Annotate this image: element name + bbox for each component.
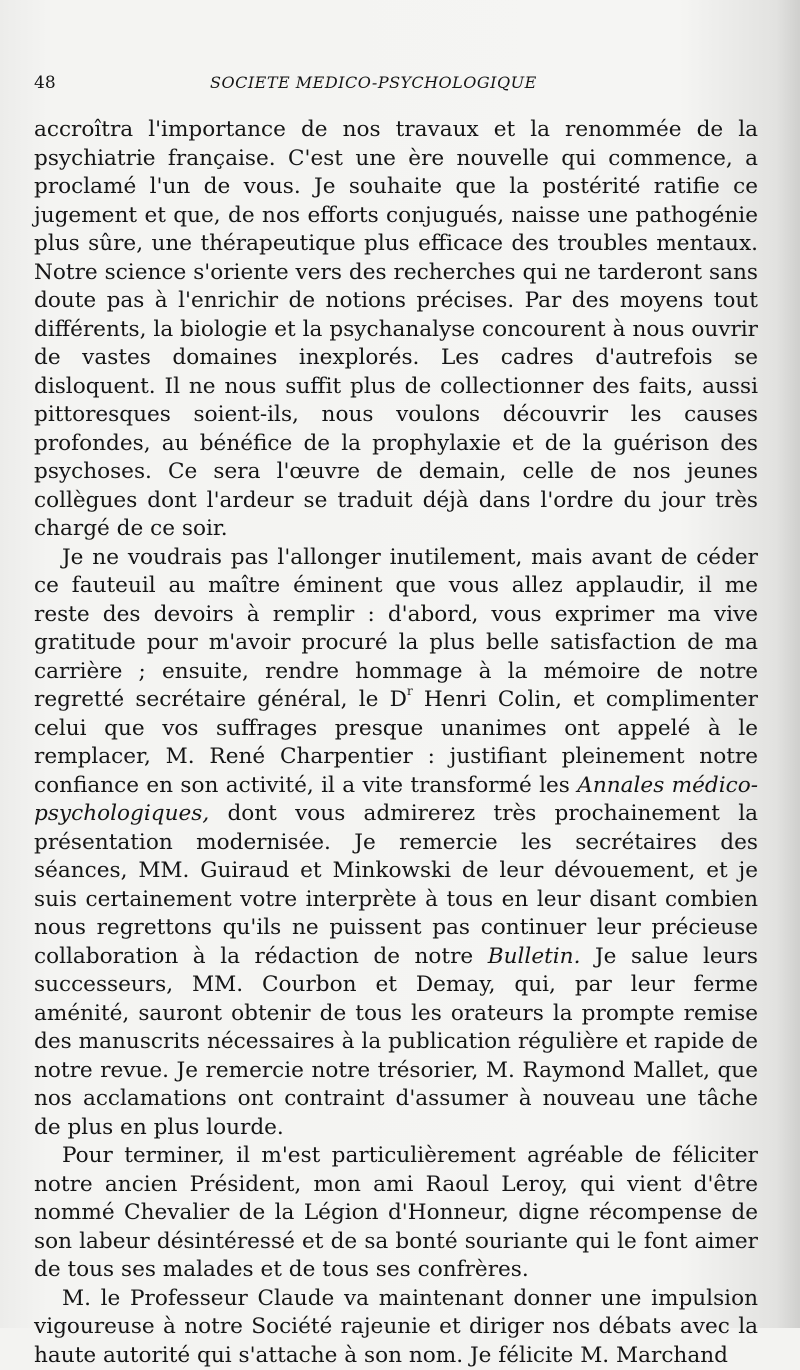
paragraph-2-part-1: Je ne voudrais pas l'allonger inutilement, mais avant de céder ce fauteuil au maître éminent que vous allez applaudir, il me reste des devoirs à remplir : d'abord, vous exprimer ma vive gratitude pour m'avoir procuré la plus belle satisfaction de ma carrière ; ensuite, rendre hommage à la mémoire de notre regretté secrétaire général, le D xyxy=(34,545,758,713)
paragraph-3: Pour terminer, il m'est particulièrement agréable de féliciter notre ancien Président, mon ami Raoul Leroy, qui vient d'être nommé Chevalier de la Légion d'Honneur, digne récompense de son labeur désintéressé et de sa bonté souriante qui le font aimer de tous ses malades et de tous ses confrères. xyxy=(34,1142,758,1285)
paragraph-2-part-4: Je salue leurs successeurs, MM. Courbon et Demay, qui, par leur ferme aménité, sauront obtenir de tous les orateurs la prompte remise des manuscrits nécessaires à la publication régulière et rapide de notre revue. Je remercie notre trésorier, M. Raymond Mallet, que nos acclamations ont contraint d'assumer à nouveau une tâche de plus en plus lourde. xyxy=(34,944,758,1140)
paragraph-4: M. le Professeur Claude va maintenant donner une impulsion vigoureuse à notre Société rajeunie et diriger nos débats avec la haute autorité qui s'attache à son nom. Je félicite M. Marchand xyxy=(34,1285,758,1370)
page-header xyxy=(34,73,764,103)
body-text xyxy=(34,116,758,1370)
paragraph-2 xyxy=(34,544,758,1143)
paragraph-2-part-2: Henri Colin, et complimenter celui que vos suffrages presque unanimes ont appelé à le remplacer, M. René Charpentier : justifiant pleinement notre confiance en son activité, il a vite transformé les xyxy=(34,687,758,798)
page-number: 48 xyxy=(34,73,56,93)
paragraph-1: accroîtra l'importance de nos travaux et la renommée de la psychiatrie française. C'est une ère nouvelle qui commence, a proclamé l'un de vous. Je souhaite que la postérité ratifie ce jugement et que, de nos efforts conjugués, naisse une pathogénie plus sûre, une thérapeutique plus efficace des troubles mentaux. Notre science s'oriente vers des recherches qui ne tarderont sans doute pas à l'enrichir de notions précises. Par des moyens tout différents, la biologie et la psychanalyse concourent à nous ouvrir de vastes domaines inexplorés. Les cadres d'autrefois se disloquent. Il ne nous suffit plus de collectionner des faits, aussi pittoresques soient-ils, nous voulons découvrir les causes profondes, au bénéfice de la prophylaxie et de la guérison des psychoses. Ce sera l'œuvre de demain, celle de nos jeunes collègues dont l'ardeur se traduit déjà dans l'ordre du jour très chargé de ce soir. xyxy=(34,116,758,544)
running-title: SOCIETE MEDICO-PSYCHOLOGIQUE xyxy=(210,73,537,92)
doctor-abbrev-superscript: r xyxy=(407,684,413,698)
journal-title-annales: Annales médico-psychologiques, xyxy=(34,773,758,827)
journal-title-bulletin: Bulletin. xyxy=(488,944,581,969)
paragraph-2-part-3: dont vous admirerez très prochainement la présentation modernisée. Je remercie les secrétaires des séances, MM. Guiraud et Minkowski de leur dévouement, et je suis certainement votre interprète à tous en leur disant combien nous regrettons qu'ils ne puissent pas continuer leur précieuse collaboration à la rédaction de notre xyxy=(34,801,758,969)
